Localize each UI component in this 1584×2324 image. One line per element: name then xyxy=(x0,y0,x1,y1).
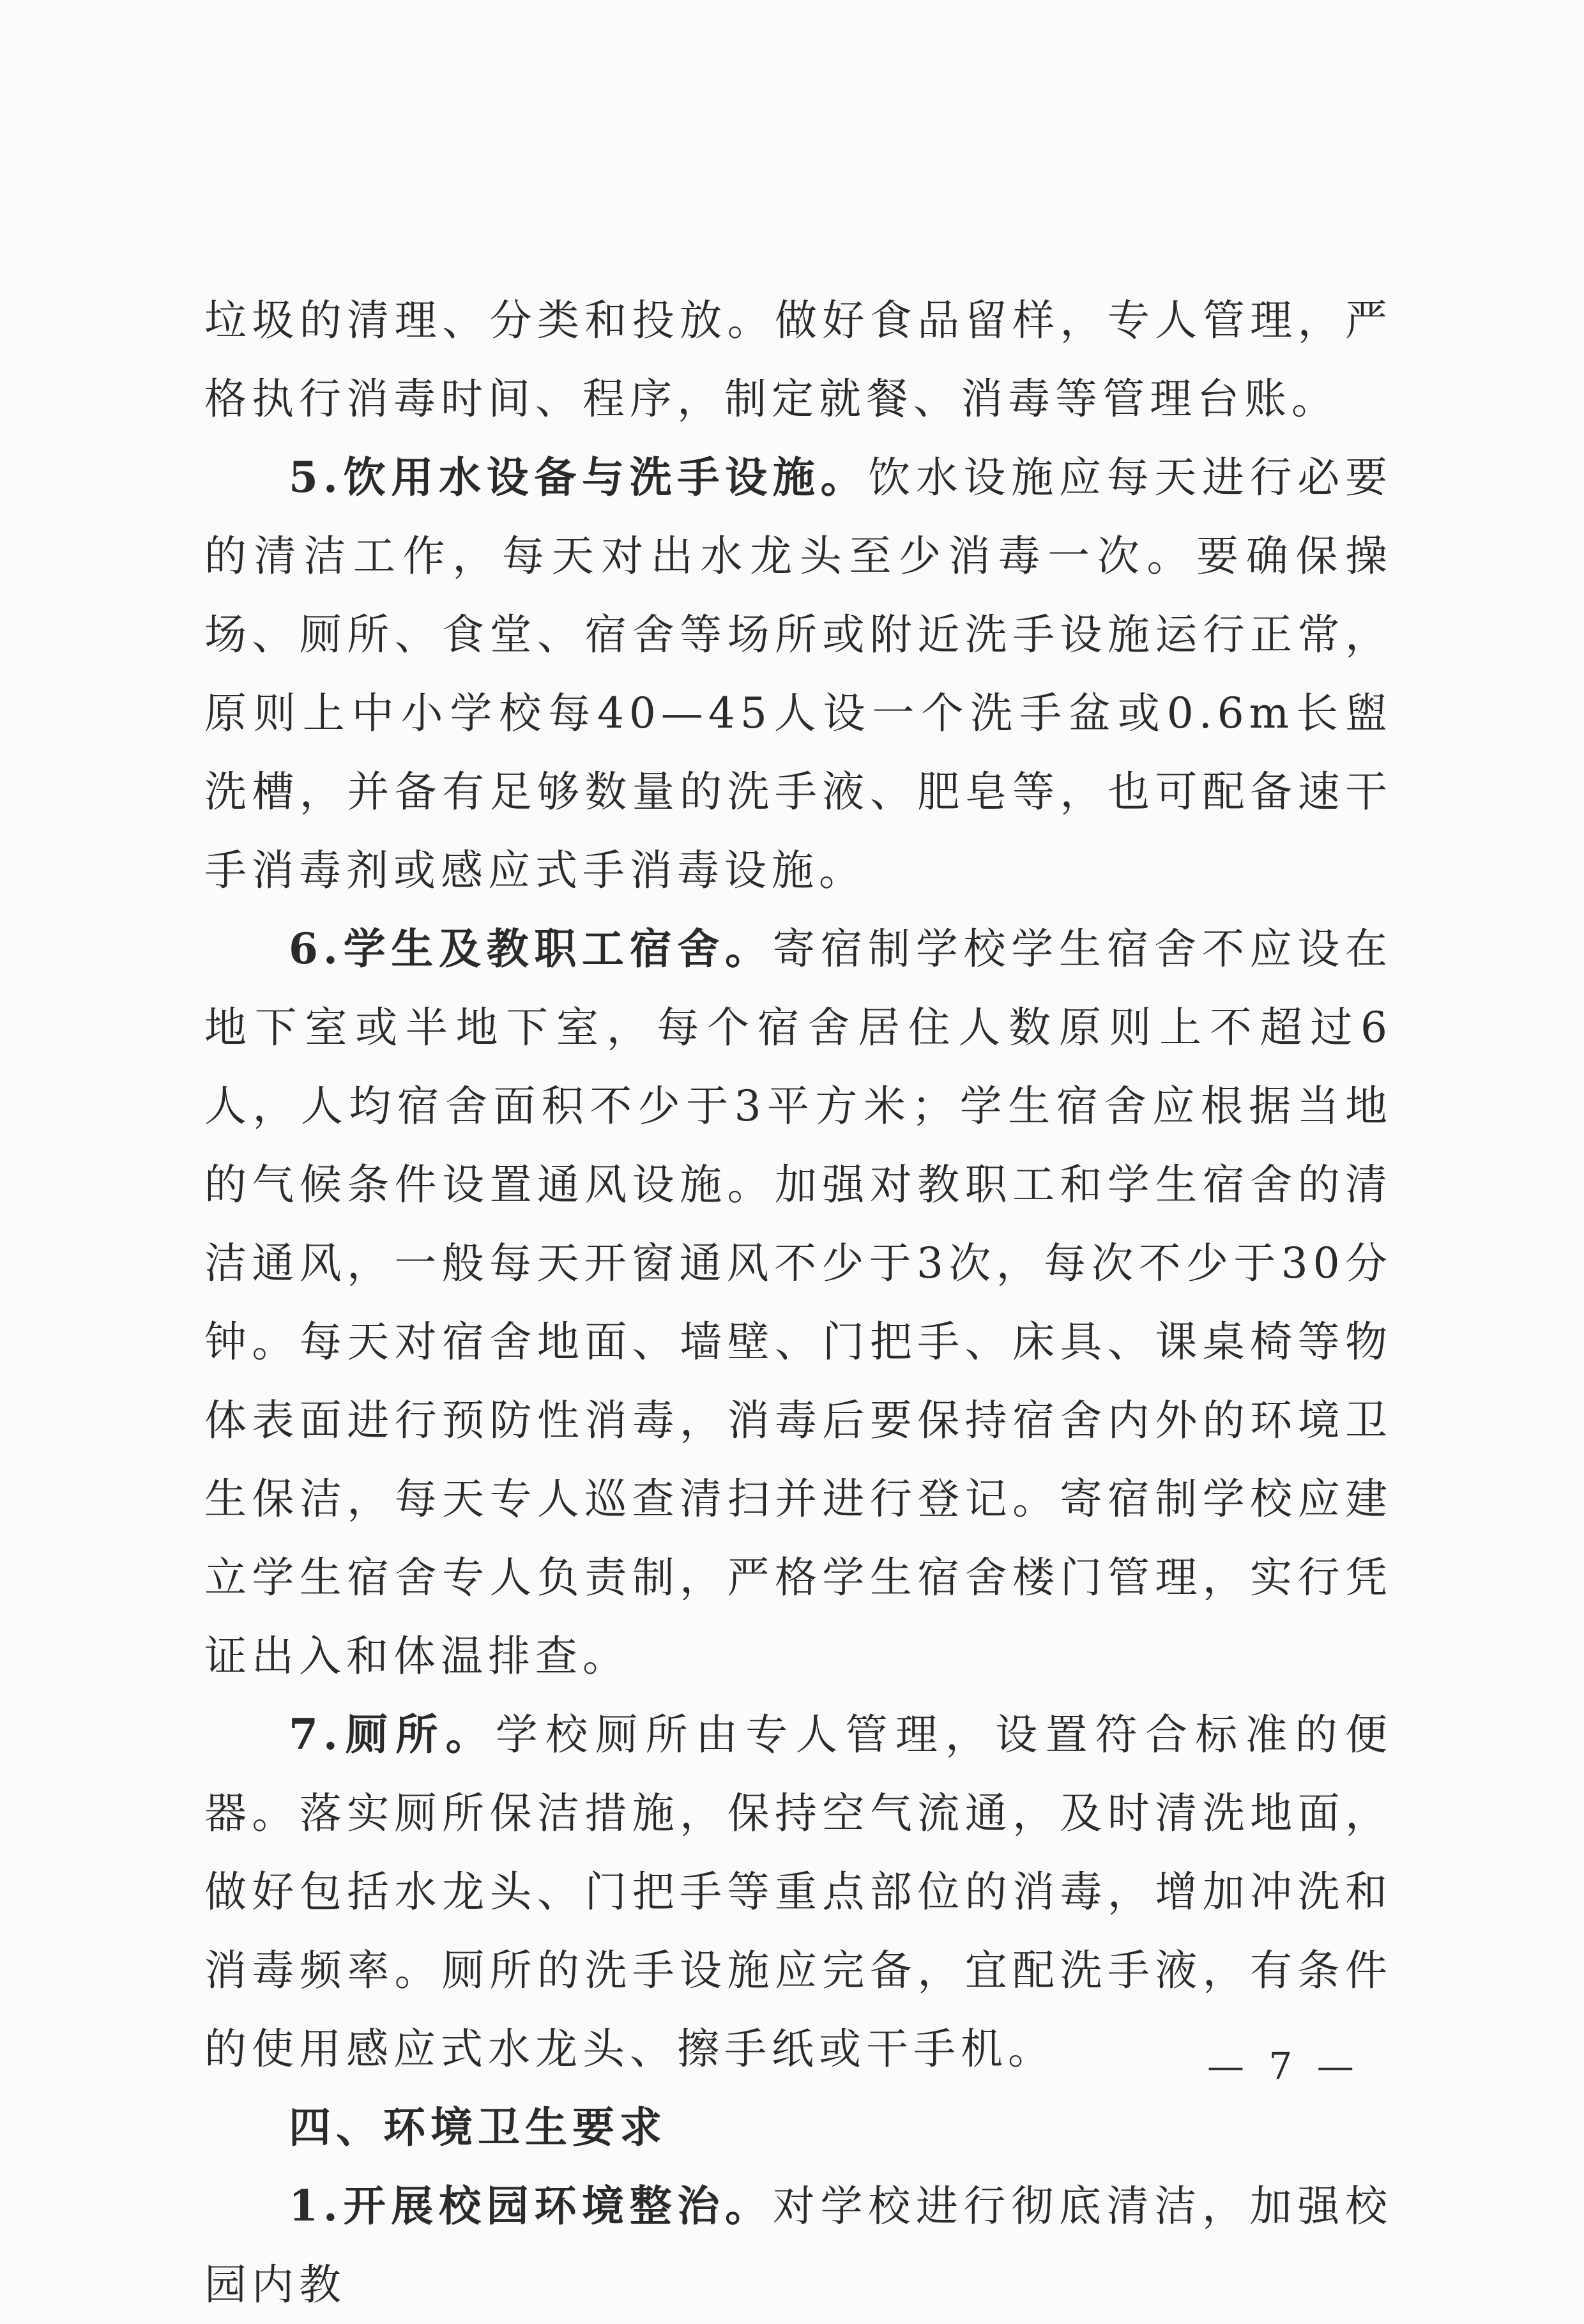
paragraph-text: 学校厕所由专人管理，设置符合标准的便器。落实厕所保洁措施，保持空气流通，及时清洗地面，做好包括水龙头、门把手等重点部位的消毒，增加冲洗和消毒频率。厕所的洗手设施应完备，宜配洗手液，有条件的使用感应式水龙头、擦手纸或干手机。 xyxy=(204,1710,1392,2074)
paragraph-lead: 6.学生及教职工宿舍。 xyxy=(289,924,773,974)
paragraph-dormitory xyxy=(204,910,1392,1695)
section-heading: 四、环境卫生要求 xyxy=(289,2103,667,2152)
paragraph-text: 饮水设施应每天进行必要的清洁工作，每天对出水龙头至少消毒一次。要确保操场、厕所、食堂、宿舍等场所或附近洗手设施运行正常，原则上中小学校每40—45人设一个洗手盆或0.6m长盥洗槽，并备有足够数量的洗手液、肥皂等，也可配备速干手消毒剂或感应式手消毒设施。 xyxy=(204,453,1393,895)
paragraph-text: 对学校进行彻底清洁，加强校园内教 xyxy=(204,2182,1392,2309)
paragraph-lead: 7.厕所。 xyxy=(289,1709,496,1759)
paragraph-lead: 5.饮用水设备与洗手设施。 xyxy=(289,452,869,502)
paragraph-campus-environment xyxy=(204,2167,1392,2324)
body-text xyxy=(204,281,1392,2324)
paragraph-lead: 1.开展校园环境整治。 xyxy=(289,2181,773,2231)
paragraph-water-facilities xyxy=(204,438,1392,910)
paragraph-toilet xyxy=(204,1695,1392,2088)
paragraph-garbage xyxy=(204,281,1392,438)
paragraph-text: 垃圾的清理、分类和投放。做好食品留样，专人管理，严格执行消毒时间、程序，制定就餐、消毒等管理台账。 xyxy=(204,296,1392,424)
page-number: — 7 — xyxy=(1207,2044,1360,2088)
paragraph-text: 寄宿制学校学生宿舍不应设在地下室或半地下室，每个宿舍居住人数原则上不超过6人，人均宿舍面积不少于3平方米；学生宿舍应根据当地的气候条件设置通风设施。加强对教职工和学生宿舍的清洁通风，一般每天开窗通风不少于3次，每次不少于30分钟。每天对宿舍地面、墙壁、门把手、床具、课桌椅等物体表面进行预防性消毒，消毒后要保持宿舍内外的环境卫生保洁，每天专人巡查清扫并进行登记。寄宿制学校应建立学生宿舍专人负责制，严格学生宿舍楼门管理，实行凭证出入和体温排查。 xyxy=(204,924,1392,1681)
